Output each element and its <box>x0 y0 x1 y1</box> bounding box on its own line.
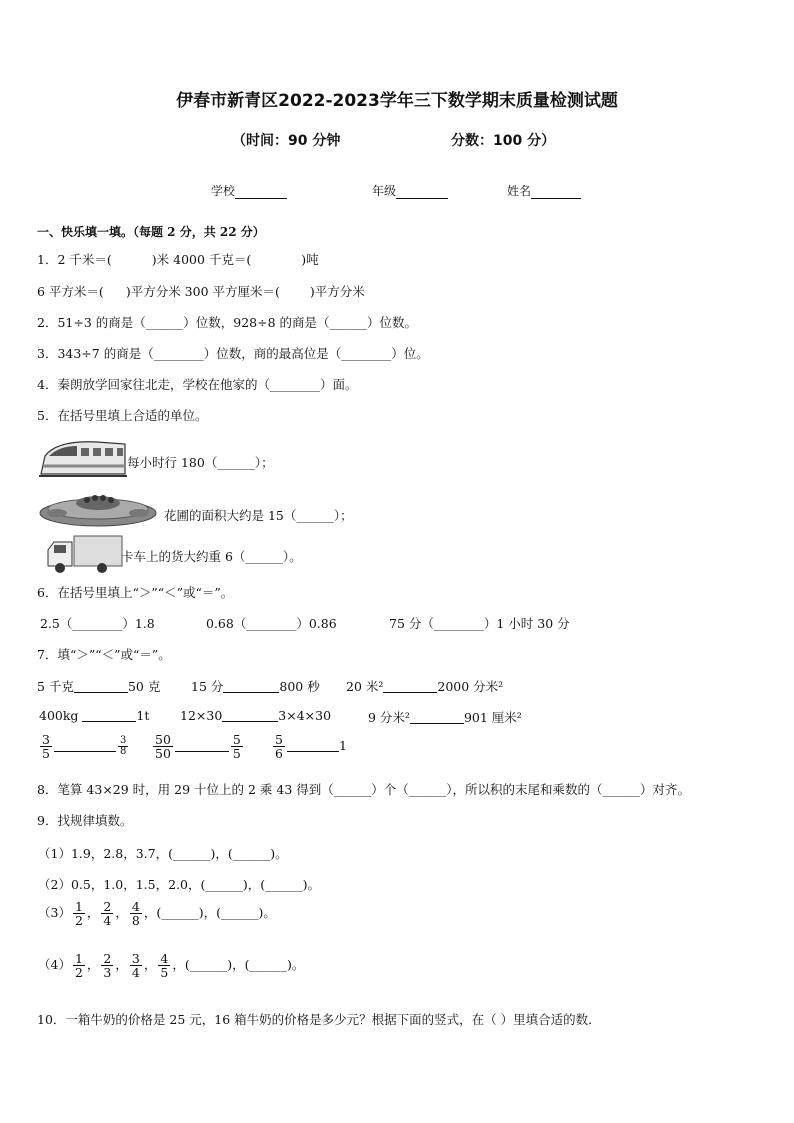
grade-blank[interactable] <box>396 186 448 199</box>
school-label: 学校 <box>211 184 236 198</box>
fraction: $\frac{3}{4}$ <box>131 951 140 981</box>
q7-blank[interactable] <box>410 722 464 724</box>
exam-score: 分数：100 分） <box>451 133 556 149</box>
question-6-stem: 6．在括号里填上“＞”“＜”或“＝”。 <box>37 585 234 600</box>
fraction: $\frac{4}{8}$ <box>131 899 140 929</box>
question-7-row-2a: 400kg 1t <box>39 708 150 723</box>
question-7-stem: 7．填“＞”“＜”或“＝”。 <box>37 647 171 662</box>
question-8: 8．笔算 43×29 时，用 29 十位上的 2 乘 43 得到（______）个（______），所以积的末尾和乘数的（______）对齐。 <box>37 782 691 797</box>
question-7-row-1a: 5 千克 50 克 <box>37 679 161 694</box>
fraction: $\frac{3}{5}$ <box>42 732 50 762</box>
name-field[interactable] <box>507 182 581 199</box>
question-5c: 卡车上的货大约重 6（______）。 <box>121 549 302 564</box>
name-label: 姓名 <box>507 184 532 198</box>
question-9-2: （2）0.5，1.0，1.5，2.0，(______)，(______)。 <box>38 877 320 892</box>
truck-icon <box>44 532 124 576</box>
q7-blank[interactable] <box>74 691 128 693</box>
fraction: $\frac{2}{3}$ <box>103 951 112 981</box>
q7-blank[interactable] <box>223 691 279 693</box>
fraction: $\frac{5}{5}$ <box>232 732 241 762</box>
fraction: $\frac{4}{5}$ <box>160 951 169 981</box>
question-7-row-3c: $\frac{5}{6}$ 1 <box>275 732 347 762</box>
q7-blank[interactable] <box>383 691 437 693</box>
question-9-3: （3） $\frac{1}{2}$ ， $\frac{2}{4}$ ， $\frac{4}{8}$ ，(______)，(______)。 <box>38 899 276 929</box>
question-7-row-2b: 12×30 3×4×30 <box>180 708 332 723</box>
q7-blank[interactable] <box>175 750 229 752</box>
question-7-row-2c: 9 分米² 901 厘米² <box>368 710 522 725</box>
question-5-stem: 5．在括号里填上合适的单位。 <box>37 408 208 423</box>
fraction: $\frac{5}{6}$ <box>275 732 283 762</box>
question-9-stem: 9．找规律填数。 <box>37 813 133 828</box>
name-blank[interactable] <box>531 186 581 199</box>
train-icon <box>37 434 129 482</box>
grade-label: 年级 <box>372 184 397 198</box>
question-6b: 0.68（________）0.86 <box>206 616 337 631</box>
question-6a: 2.5（________）1.8 <box>40 616 155 631</box>
school-blank[interactable] <box>235 186 287 199</box>
page-title: 伊春市新青区2022-2023学年三下数学期末质量检测试题 <box>176 91 618 111</box>
fraction: $\frac{50}{50}$ <box>155 732 171 762</box>
question-10: 10．一箱牛奶的价格是 25 元，16 箱牛奶的价格是多少元？根据下面的竖式，在（ ）里填合适的数． <box>37 1012 601 1027</box>
question-2: 2．51÷3 的商是（______）位数，928÷8 的商是（______）位数。 <box>37 315 418 330</box>
q7-blank[interactable] <box>54 750 116 752</box>
question-1-row-1: 1．2 千米＝( )米 4000 千克＝( )吨 <box>37 252 319 267</box>
question-9-4: （4） $\frac{1}{2}$ ， $\frac{2}{3}$ ， $\frac{3}{4}$ ， $\frac{4}{5}$ ，(______)，(______)。 <box>38 951 305 981</box>
section-heading: 一、快乐填一填。（每题 2 分，共 22 分） <box>37 225 265 239</box>
q7-blank[interactable] <box>82 720 136 722</box>
question-5a: 每小时行 180（______）； <box>127 455 274 470</box>
fraction: $\frac{2}{4}$ <box>103 899 112 929</box>
fraction: $\frac{3}{8}$ <box>119 734 127 758</box>
question-1-row-2: 6 平方米＝( )平方分米 300 平方厘米＝( )平方分米 <box>37 284 365 299</box>
question-3: 3．343÷7 的商是（________）位数，商的最高位是（________）位。 <box>37 346 429 361</box>
garden-icon <box>37 489 159 529</box>
school-field[interactable] <box>211 182 287 199</box>
question-4: 4．秦朗放学回家往北走，学校在他家的（________）面。 <box>37 377 358 392</box>
fraction: $\frac{1}{2}$ <box>74 899 83 929</box>
exam-time: （时间：90 分钟 <box>232 133 341 149</box>
question-7-row-3a <box>38 733 130 760</box>
question-7-row-1b: 15 分 800 秒 <box>191 679 320 694</box>
question-5b: 花圃的面积大约是 15（______）； <box>164 508 353 523</box>
question-7-row-3b <box>151 733 245 760</box>
fraction: $\frac{1}{2}$ <box>74 951 83 981</box>
question-7-row-1c: 20 米² 2000 分米² <box>346 679 504 694</box>
grade-field[interactable] <box>372 182 448 199</box>
q7-blank[interactable] <box>222 720 278 722</box>
question-9-1: （1）1.9，2.8，3.7，(______)，(______)。 <box>38 846 288 861</box>
question-6c: 75 分（________）1 小时 30 分 <box>389 616 570 631</box>
q7-blank[interactable] <box>287 750 339 752</box>
